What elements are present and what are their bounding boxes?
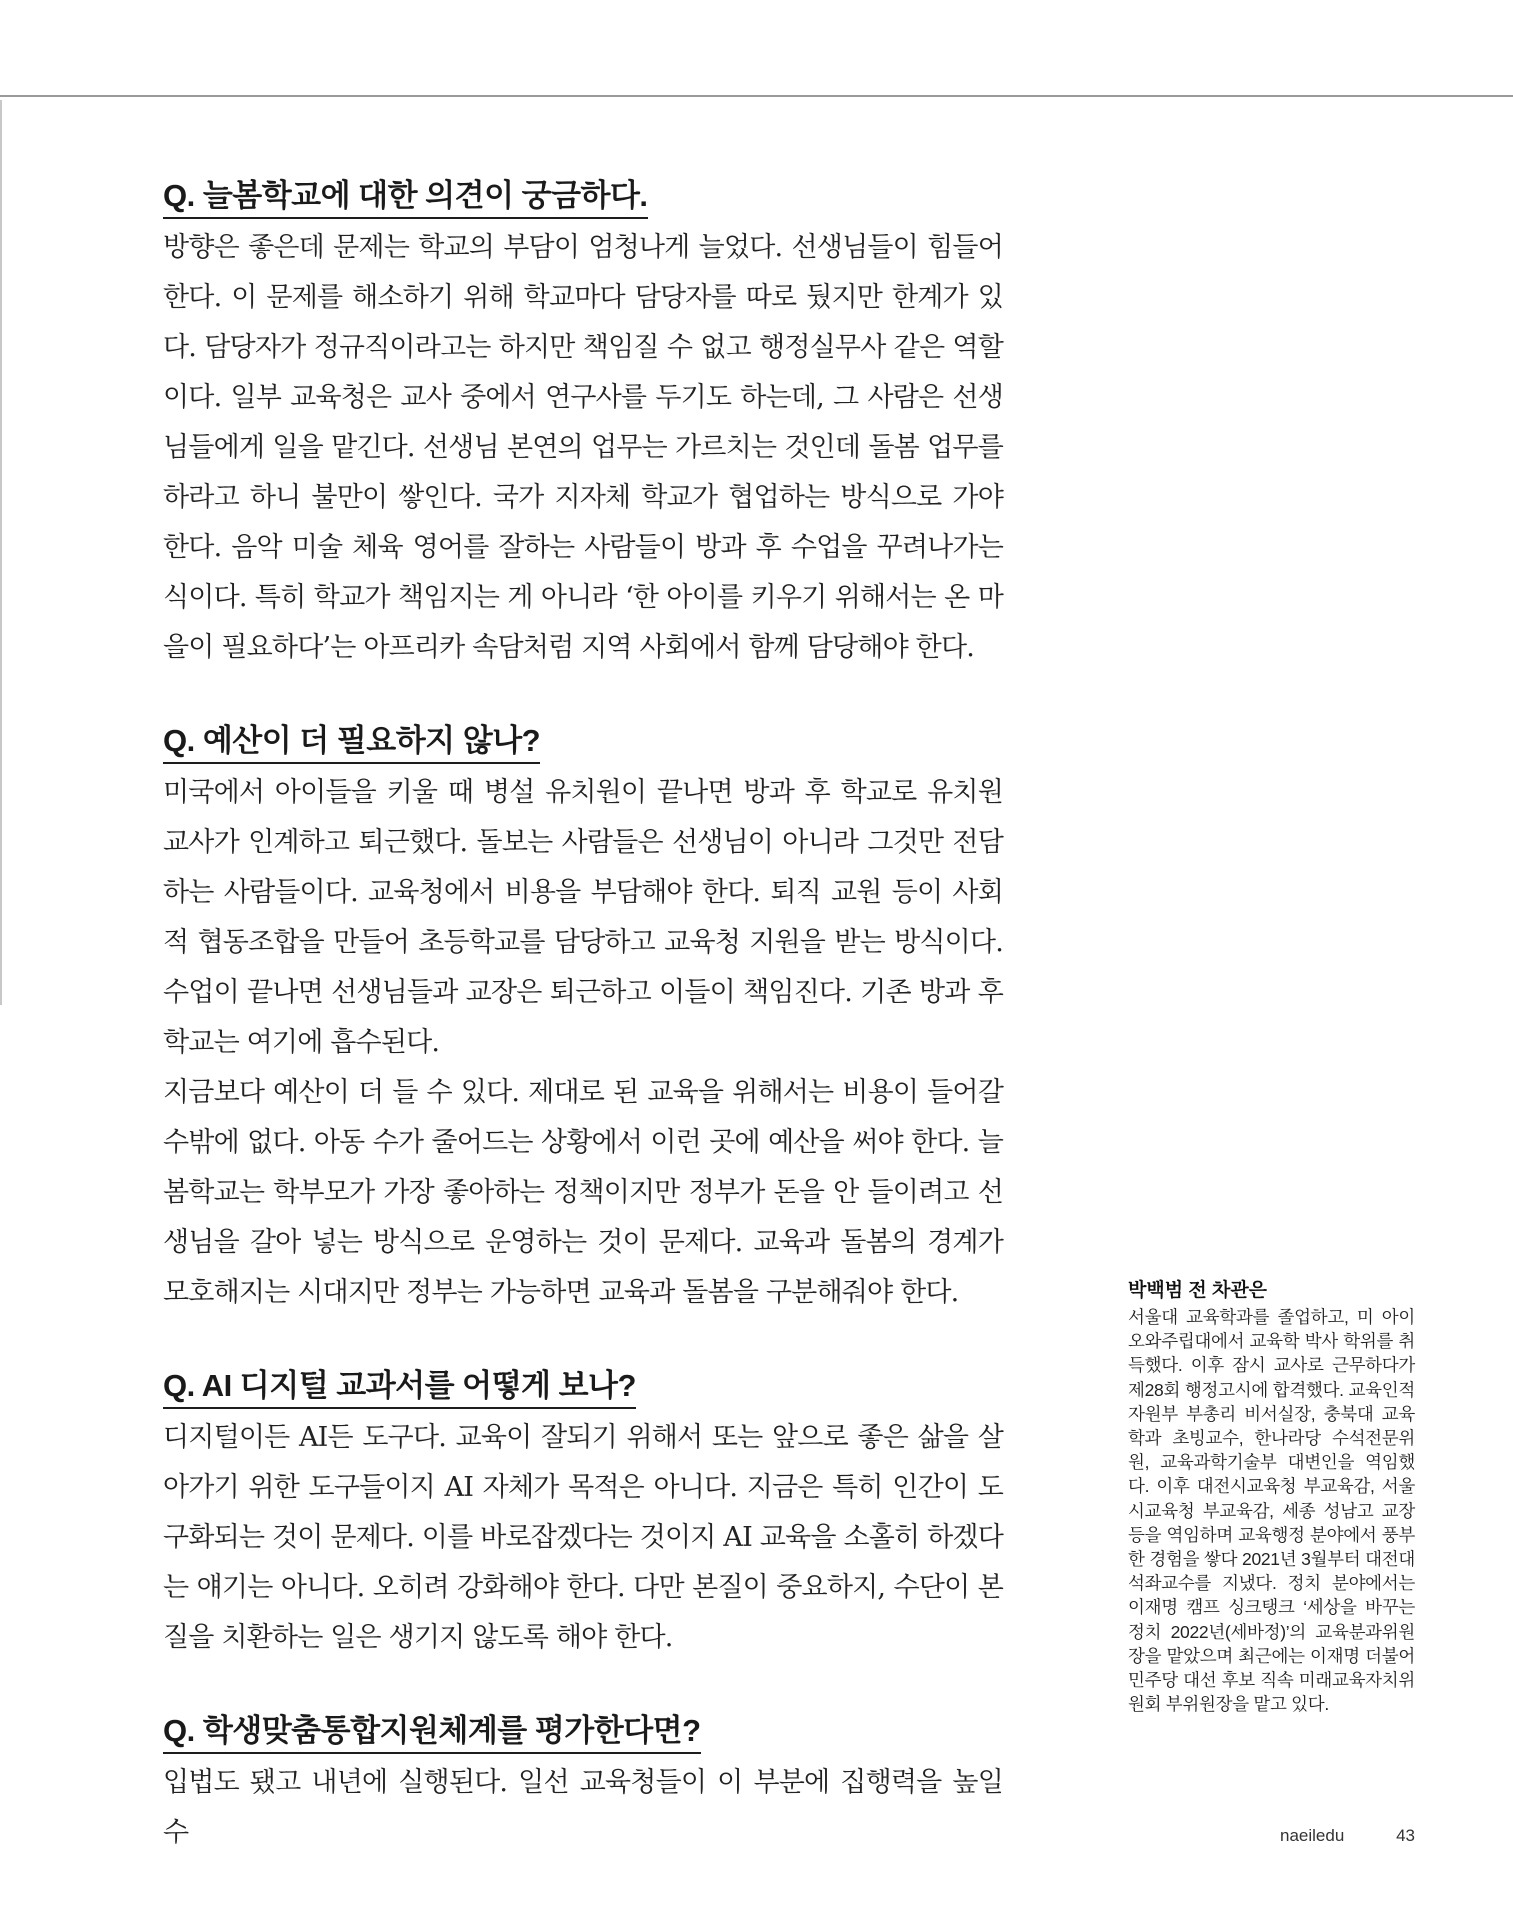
question-heading: Q. AI 디지털 교과서를 어떻게 보나? [163, 1360, 636, 1409]
page-footer [1280, 1826, 1415, 1846]
answer-paragraph: 미국에서 아이들을 키울 때 병설 유치원이 끝나면 방과 후 학교로 유치원 교사가 인계하고 퇴근했다. 돌보는 사람들은 선생님이 아니라 그것만 전담하는 사람들이다. 교육청에서 비용을 부담해야 한다. 퇴직 교원 등이 사회적 협동조합을 만들어 초등학교를 담당하고 교육청 지원을 받는 방식이다. 수업이 끝나면 선생님들과 교장은 퇴근하고 이들이 책임진다. 기존 방과 후 학교는 여기에 흡수된다. [163, 777, 1003, 1058]
qa-section [163, 1705, 1003, 1858]
question-heading: Q. 늘봄학교에 대한 의견이 궁금하다. [163, 170, 648, 219]
answer-paragraph: 방향은 좋은데 문제는 학교의 부담이 엄청나게 늘었다. 선생님들이 힘들어 한다. 이 문제를 해소하기 위해 학교마다 담당자를 따로 뒀지만 한계가 있다. 담당자가 정규직이라고는 하지만 책임질 수 없고 행정실무사 같은 역할이다. 일부 교육청은 교사 중에서 연구사를 두기도 하는데, 그 사람은 선생님들에게 일을 맡긴다. 선생님 본연의 업무는 가르치는 것인데 돌봄 업무를 하라고 하니 불만이 쌓인다. 국가 지자체 학교가 협업하는 방식으로 가야 한다. 음악 미술 체육 영어를 잘하는 사람들이 방과 후 수업을 꾸려나가는 식이다. 특히 학교가 책임지는 게 아니라 ‘한 아이를 키우기 위해서는 온 마을이 필요하다’는 아프리카 속담처럼 지역 사회에서 함께 담당해야 한다. [163, 232, 1003, 663]
answer-paragraph: 입법도 됐고 내년에 실행된다. 일선 교육청들이 이 부분에 집행력을 높일 수 [163, 1767, 1003, 1848]
qa-section [163, 1360, 1003, 1663]
top-rule [0, 95, 1513, 97]
qa-section [163, 170, 1003, 673]
question-heading: Q. 예산이 더 필요하지 않나? [163, 715, 540, 764]
page-number: 43 [1396, 1826, 1415, 1845]
qa-section [163, 715, 1003, 1318]
question-heading: Q. 학생맞춤통합지원체계를 평가한다면? [163, 1705, 701, 1754]
footer-brand: naeiledu [1280, 1826, 1345, 1845]
answer-paragraph: 지금보다 예산이 더 들 수 있다. 제대로 된 교육을 위해서는 비용이 들어갈 수밖에 없다. 아동 수가 줄어드는 상황에서 이런 곳에 예산을 써야 한다. 늘봄학교는 학부모가 가장 좋아하는 정책이지만 정부가 돈을 안 들이려고 선생님을 갈아 넣는 방식으로 운영하는 것이 문제다. 교육과 돌봄의 경계가 모호해지는 시대지만 정부는 가능하면 교육과 돌봄을 구분해줘야 한다. [163, 1077, 1003, 1308]
profile-name: 박백범 전 차관은 [1128, 1280, 1268, 1301]
profile-sidebar [1128, 1275, 1415, 1716]
answer-paragraph: 디지털이든 AI든 도구다. 교육이 잘되기 위해서 또는 앞으로 좋은 삶을 살아가기 위한 도구들이지 AI 자체가 목적은 아니다. 지금은 특히 인간이 도구화되는 것이 문제다. 이를 바로잡겠다는 것이지 AI 교육을 소홀히 하겠다는 얘기는 아니다. 오히려 강화해야 한다. 다만 본질이 중요하지, 수단이 본질을 치환하는 일은 생기지 않도록 해야 한다. [163, 1422, 1003, 1653]
profile-bio: 서울대 교육학과를 졸업하고, 미 아이오와주립대에서 교육학 박사 학위를 취득했다. 이후 잠시 교사로 근무하다가 제28회 행정고시에 합격했다. 교육인적자원부 부총리 비서실장, 충북대 교육학과 초빙교수, 한나라당 수석전문위원, 교육과학기술부 대변인을 역임했다. 이후 대전시교육청 부교육감, 서울시교육청 부교육감, 세종 성남고 교장 등을 역임하며 교육행정 분야에서 풍부한 경험을 쌓다 2021년 3월부터 대전대 석좌교수를 지냈다. 정치 분야에서는 이재명 캠프 싱크탱크 ‘세상을 바꾸는 정치 2022년(세바정)’의 교육분과위원장을 맡았으며 최근에는 이재명 더불어민주당 대선 후보 직속 미래교육자치위원회 부위원장을 맡고 있다. [1128, 1307, 1415, 1715]
article-body [163, 170, 1003, 1900]
left-edge-line [0, 100, 2, 1005]
